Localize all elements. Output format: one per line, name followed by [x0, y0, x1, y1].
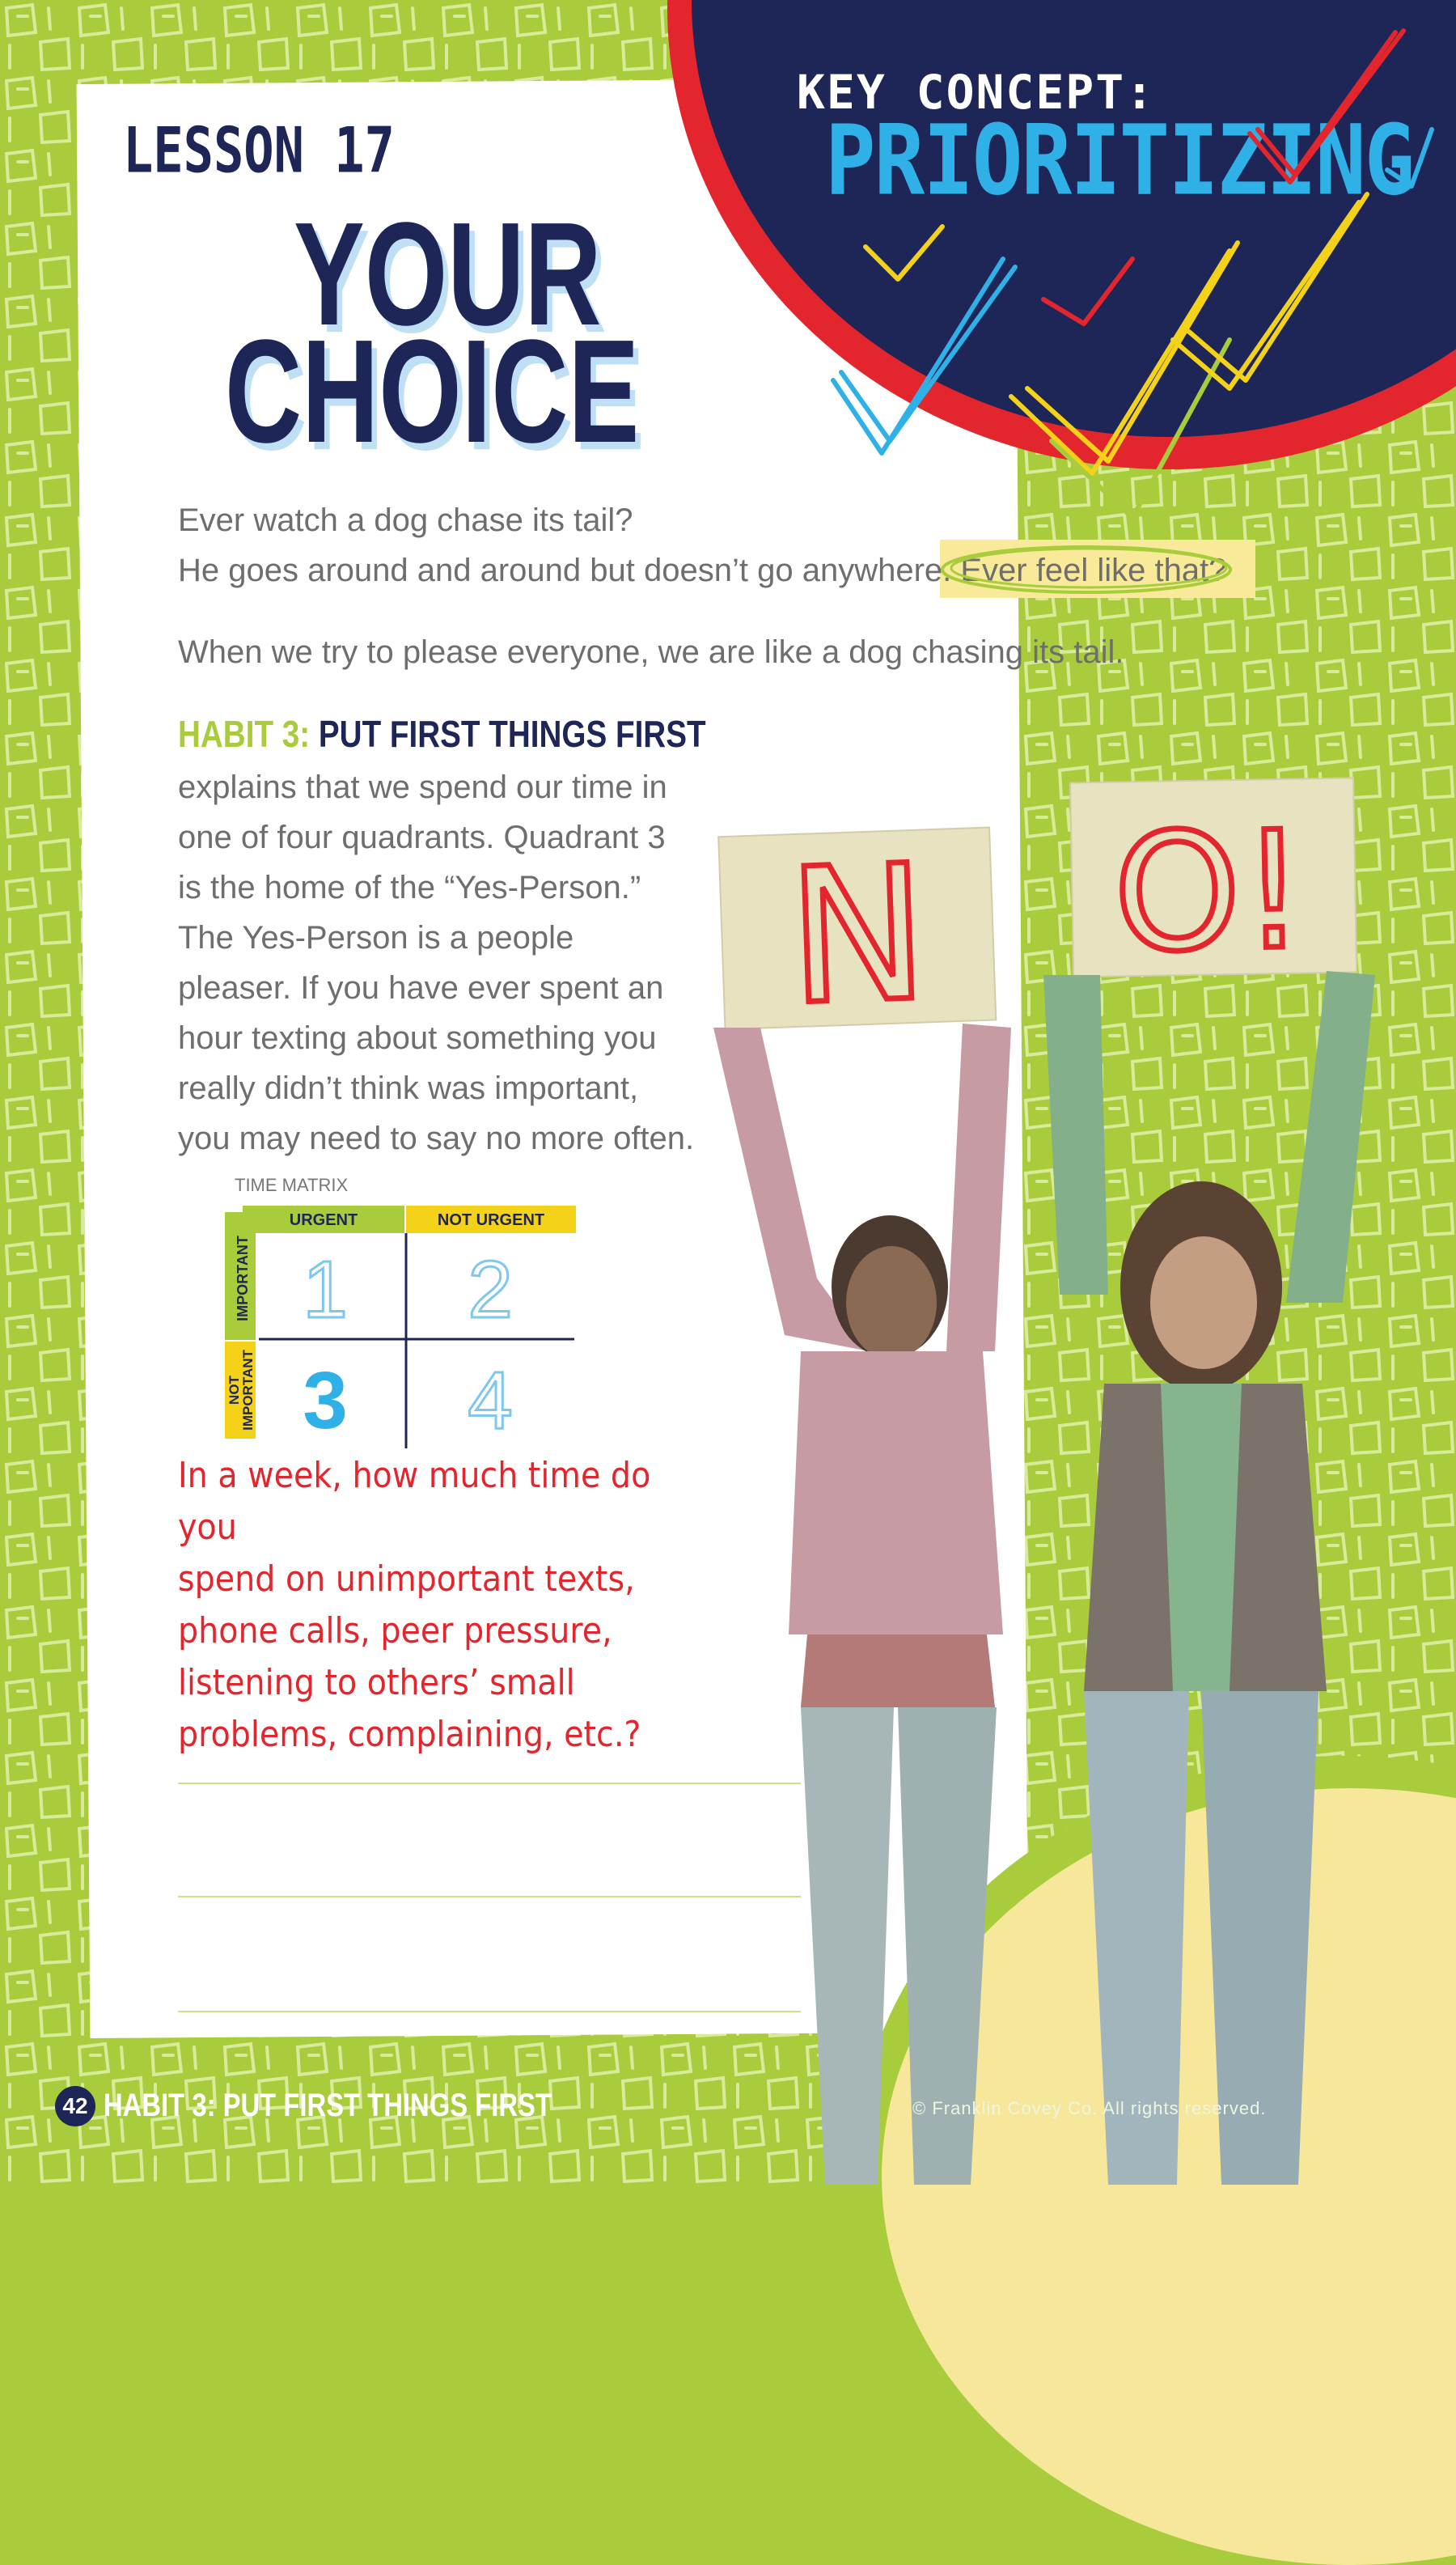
habit-number: HABIT 3:: [178, 713, 311, 755]
footer-section: HABIT 3: PUT FIRST THINGS FIRST: [104, 2088, 552, 2123]
intro-line: Ever watch a dog chase its tail?: [178, 502, 633, 538]
important-row-header: IMPORTANT: [235, 1236, 251, 1321]
checkmark-doodles: [0, 0, 1456, 566]
question-line: problems, complaining, etc.?: [178, 1714, 641, 1755]
lesson-label: LESSON 17: [123, 113, 395, 188]
right-girl: [1043, 971, 1375, 2185]
habit-body: [178, 762, 760, 1164]
checkmark-icon: [841, 267, 1015, 441]
urgent-header: URGENT: [289, 1211, 358, 1229]
checkmark-icon: [1043, 259, 1132, 324]
sign-right-letters: O!: [1111, 796, 1308, 989]
lesson-title-line1: YOUR: [294, 191, 602, 356]
checkmark-icon: [833, 259, 1003, 453]
checkmark-icon: [1387, 129, 1432, 186]
highlight-circle: [937, 541, 1236, 597]
girls-holding-no-signs-photo: [704, 769, 1416, 2185]
checkmark-icon: [1189, 194, 1367, 380]
habit-body-line: explains that we spend our time in: [178, 770, 667, 805]
not-urgent-header: NOT URGENT: [437, 1211, 545, 1229]
sign-left-letter: N: [784, 825, 932, 1047]
page-number: 42: [55, 2086, 95, 2126]
time-matrix-label: TIME MATRIX: [235, 1175, 349, 1195]
copyright: © Franklin Covey Co. All rights reserved.: [912, 2098, 1267, 2118]
quadrant-4: 4: [468, 1355, 513, 1446]
habit-body-line: one of four quadrants. Quadrant 3: [178, 820, 666, 855]
quadrant-2: 2: [468, 1244, 513, 1335]
quadrant-1: 1: [303, 1244, 348, 1335]
reflection-question: [178, 1450, 702, 1761]
quadrant-3: 3: [303, 1355, 348, 1446]
key-concept-label: KEY CONCEPT:: [797, 65, 1156, 120]
question-line: phone calls, peer pressure,: [178, 1610, 612, 1651]
habit-name: PUT FIRST THINGS FIRST: [318, 713, 706, 755]
key-concept-value: PRIORITIZING: [825, 104, 1414, 218]
question-line: listening to others’ small: [178, 1662, 575, 1703]
habit-body-line: The Yes-Person is a people: [178, 920, 574, 956]
habit-body-line: hour texting about something you: [178, 1020, 657, 1056]
not-row-header: NOT: [226, 1376, 242, 1405]
habit-body-line: really didn’t think was important,: [178, 1071, 639, 1106]
lesson-title-line2: CHOICE: [225, 308, 640, 473]
left-girl: [713, 1024, 1011, 2185]
checkmark-icon: [1027, 243, 1238, 461]
checkmark-icon: [866, 227, 942, 279]
habit-body-line: is the home of the “Yes-Person.”: [178, 870, 641, 905]
intro-line-text: He goes around and around but doesn’t go anywhere.: [178, 553, 961, 588]
habit-heading: [178, 712, 706, 756]
habit-body-line: you may need to say no more often.: [178, 1121, 695, 1156]
highlighted-question: Ever feel like that?: [960, 553, 1227, 588]
question-line: In a week, how much time do you: [178, 1455, 651, 1548]
habit-body-line: pleaser. If you have ever spent an: [178, 970, 664, 1006]
not-important-row-header: IMPORTANT: [240, 1350, 256, 1431]
time-matrix: [218, 1198, 582, 1456]
intro-paragraph: When we try to please everyone, we are like a dog chasing its tail.: [178, 634, 1124, 670]
checkmark-icon: [1258, 32, 1395, 174]
question-line: spend on unimportant texts,: [178, 1558, 635, 1600]
